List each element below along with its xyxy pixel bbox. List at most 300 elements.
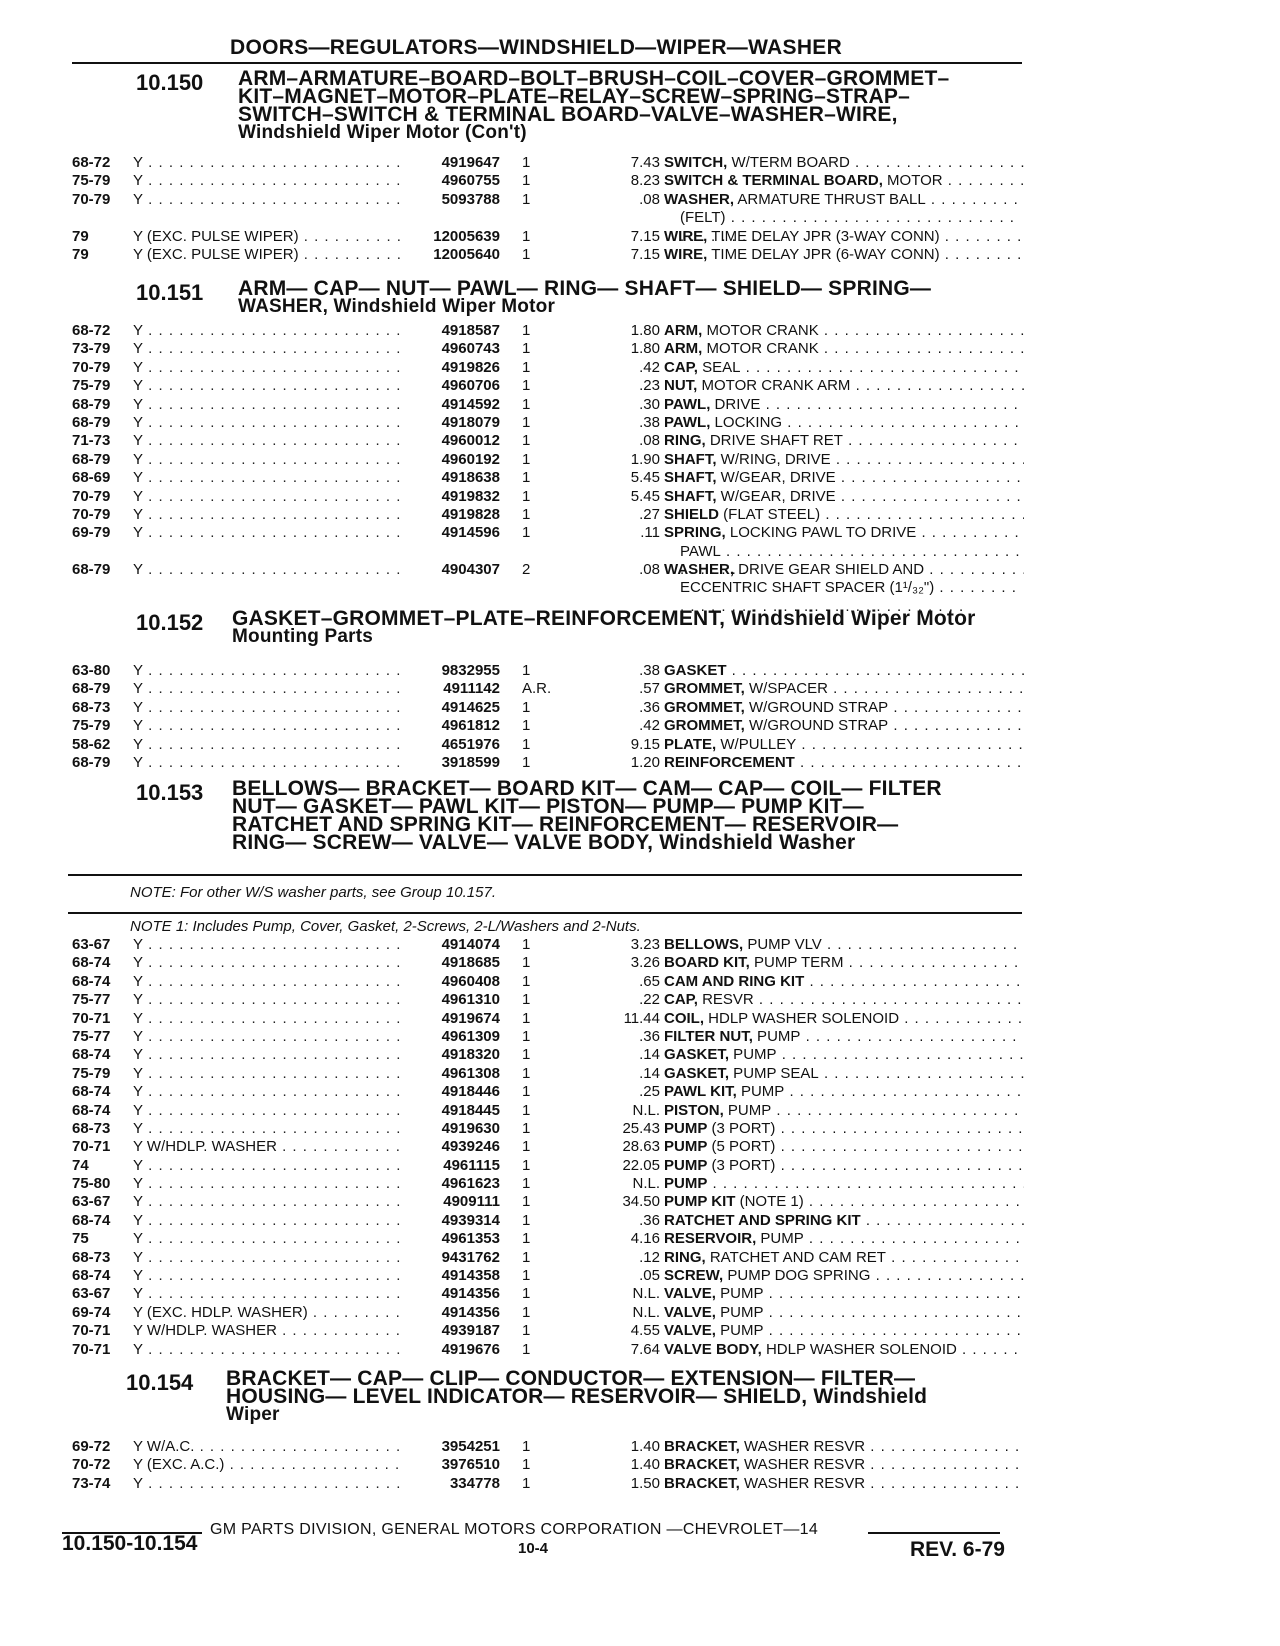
model-years: 75 xyxy=(72,1230,89,1248)
model-years: 73-74 xyxy=(72,1474,111,1492)
part-number: 4918079 xyxy=(441,413,500,431)
section-title-line: KIT–MAGNET–MOTOR–PLATE–RELAY–SCREW–SPRING–STRAP– xyxy=(238,85,911,108)
description-box xyxy=(664,1083,1024,1101)
model-years: 70-79 xyxy=(72,487,111,505)
parts-list xyxy=(0,154,1280,264)
model-years: 70-79 xyxy=(72,358,111,376)
usage-code: Y . . . xyxy=(133,414,403,431)
description-box xyxy=(664,954,1024,972)
model-years: 70-71 xyxy=(72,1340,111,1358)
usage-code-box xyxy=(133,991,403,1009)
model-years: 63-67 xyxy=(72,1285,111,1303)
description-detail: W/GROUND STRAP xyxy=(744,717,889,735)
price: 7.15 xyxy=(630,245,660,263)
part-number: 12005639 xyxy=(433,227,500,245)
section-title-line: RATCHET AND SPRING KIT— REINFORCEMENT— RESERVOIR— xyxy=(232,813,899,836)
usage-code-box xyxy=(133,1212,403,1230)
part-row xyxy=(0,1438,1280,1456)
description-box xyxy=(664,228,1024,246)
footer-page-number: 10-4 xyxy=(518,1540,549,1557)
part-row xyxy=(0,172,1280,190)
part-number: 4918587 xyxy=(441,322,500,339)
model-years: 74 xyxy=(72,1156,89,1174)
usage-code: Y W/HDLP. WASHER . . . xyxy=(133,1322,403,1339)
description-noun: PAWL, xyxy=(664,413,711,431)
model-years: 68-74 xyxy=(72,972,111,990)
quantity: 1 xyxy=(522,469,531,487)
description-box xyxy=(664,754,1024,772)
description-noun: PISTON, xyxy=(664,1101,724,1119)
description-detail: W/GROUND STRAP xyxy=(744,698,889,716)
description-noun: NUT, xyxy=(664,377,698,395)
section-title-line: HOUSING— LEVEL INDICATOR— RESERVOIR— SHIELD, Windshield xyxy=(226,1385,928,1408)
part-row xyxy=(0,154,1280,172)
price: .36 xyxy=(639,698,660,716)
usage-code: Y . . . xyxy=(133,1193,403,1210)
price: 4.55 xyxy=(630,1322,660,1340)
usage-code: Y . . . xyxy=(133,524,403,541)
usage-code: Y . . . xyxy=(133,1046,403,1063)
usage-code: Y . . . xyxy=(133,754,403,771)
model-years: 68-79 xyxy=(72,450,111,468)
description-box xyxy=(664,1285,1024,1303)
description-detail: MOTOR CRANK xyxy=(702,322,819,339)
description-box xyxy=(664,246,1024,264)
price: 7.15 xyxy=(630,227,660,245)
quantity: 1 xyxy=(522,1009,531,1027)
description-noun: SHAFT, xyxy=(664,469,717,487)
usage-code: Y . . . xyxy=(133,154,403,171)
usage-code-box xyxy=(133,973,403,991)
model-years: 63-67 xyxy=(72,1193,111,1211)
quantity: 1 xyxy=(522,662,531,679)
part-row xyxy=(0,1028,1280,1046)
description-box xyxy=(664,414,1024,432)
usage-code: Y . . . xyxy=(133,469,403,486)
quantity: 1 xyxy=(522,1340,531,1358)
description-box xyxy=(664,991,1024,1009)
part-number: 9431762 xyxy=(441,1248,500,1266)
section-title-line: NUT— GASKET— PAWL KIT— PISTON— PUMP— PUMP KIT— xyxy=(232,795,864,818)
description-detail: SEAL xyxy=(697,358,741,376)
model-years: 68-73 xyxy=(72,1119,111,1137)
part-row xyxy=(0,1120,1280,1138)
usage-code-box xyxy=(133,488,403,506)
description-detail: DRIVE xyxy=(710,395,761,413)
description-continuation xyxy=(0,579,1280,597)
price: 5.45 xyxy=(630,469,660,487)
section-subtitle: WASHER, Windshield Wiper Motor xyxy=(238,296,556,317)
quantity: 1 xyxy=(522,505,531,523)
price: N.L. xyxy=(632,1101,660,1119)
description-box xyxy=(664,1193,1024,1211)
footer-section-range: 10.150-10.154 xyxy=(62,1532,198,1555)
usage-code: Y . . . xyxy=(133,1341,403,1358)
quantity: 1 xyxy=(522,245,531,263)
part-number: 4918445 xyxy=(441,1101,500,1119)
quantity: 1 xyxy=(522,1456,531,1474)
price: 7.43 xyxy=(630,154,660,171)
description-box xyxy=(664,1046,1024,1064)
price: 34.50 xyxy=(622,1193,660,1211)
description-noun: CAP, xyxy=(664,358,698,376)
description-box xyxy=(664,1341,1024,1359)
description-detail: MOTOR xyxy=(882,172,943,190)
part-row xyxy=(0,1212,1280,1230)
price: .36 xyxy=(639,1027,660,1045)
part-row xyxy=(0,954,1280,972)
quantity: 1 xyxy=(522,1438,531,1455)
price: 1.80 xyxy=(630,340,660,358)
part-row xyxy=(0,414,1280,432)
usage-code-box xyxy=(133,936,403,954)
description-detail: HDLP WASHER SOLENOID xyxy=(704,1009,900,1027)
quantity: 1 xyxy=(522,1064,531,1082)
part-row xyxy=(0,359,1280,377)
description-box xyxy=(664,1322,1024,1340)
part-number: 5093788 xyxy=(441,190,500,208)
usage-code-box xyxy=(133,1475,403,1493)
part-number: 4918638 xyxy=(441,469,500,487)
description-box xyxy=(664,561,1024,579)
price: 5.45 xyxy=(630,487,660,505)
usage-code-box xyxy=(133,191,403,209)
quantity: 1 xyxy=(522,1303,531,1321)
price: .65 xyxy=(639,972,660,990)
part-number: 4960755 xyxy=(441,172,500,190)
quantity: 1 xyxy=(522,1248,531,1266)
part-row xyxy=(0,717,1280,735)
usage-code-box xyxy=(133,1120,403,1138)
quantity: 1 xyxy=(522,432,531,450)
description-continuation-text: (FELT) xyxy=(680,209,726,227)
description-noun: SHIELD xyxy=(664,505,720,523)
usage-code: Y . . . xyxy=(133,1157,403,1174)
description-box xyxy=(664,506,1024,524)
description-noun: FILTER NUT, xyxy=(664,1027,753,1045)
section-rule xyxy=(68,912,1022,914)
section-title xyxy=(232,777,1012,854)
description-noun: CAM AND RING KIT xyxy=(664,972,805,990)
description-detail: HDLP WASHER SOLENOID xyxy=(761,1340,957,1358)
parts-list xyxy=(0,662,1280,772)
usage-code: Y W/A.C. . . . xyxy=(133,1438,403,1455)
price: 8.23 xyxy=(630,172,660,190)
quantity: 1 xyxy=(522,322,531,339)
description-detail: LOCKING PAWL TO DRIVE xyxy=(725,524,917,542)
price: .08 xyxy=(639,561,660,579)
description-noun: PAWL, xyxy=(664,395,711,413)
section-number: 10.150 xyxy=(136,70,204,95)
model-years: 75-80 xyxy=(72,1175,111,1193)
price: .36 xyxy=(639,1211,660,1229)
part-row xyxy=(0,469,1280,487)
usage-code: Y . . . xyxy=(133,991,403,1008)
description-box xyxy=(664,377,1024,395)
description-continuation xyxy=(0,209,1280,227)
description-detail: W/GEAR, DRIVE xyxy=(716,487,836,505)
price: .22 xyxy=(639,991,660,1009)
description-detail: (3 PORT) xyxy=(707,1156,776,1174)
usage-code: Y (EXC. PULSE WIPER) . . . xyxy=(133,246,403,263)
quantity: 1 xyxy=(522,1322,531,1340)
model-years: 70-79 xyxy=(72,190,111,208)
description-noun: SWITCH, xyxy=(664,154,728,171)
usage-code: Y . . . xyxy=(133,1230,403,1247)
quantity: 1 xyxy=(522,735,531,753)
part-number: 4961115 xyxy=(443,1156,500,1174)
description-detail: PUMP TERM xyxy=(749,954,844,972)
description-noun: WASHER, xyxy=(664,190,735,208)
price: .23 xyxy=(639,377,660,395)
part-number: 4939246 xyxy=(441,1138,500,1156)
quantity: 1 xyxy=(522,524,531,542)
description-noun: GROMMET, xyxy=(664,680,745,698)
price: .12 xyxy=(639,1248,660,1266)
usage-code: Y . . . xyxy=(133,1083,403,1100)
description-detail: ARMATURE THRUST BALL xyxy=(734,190,926,208)
price: 1.40 xyxy=(630,1438,660,1455)
quantity: 1 xyxy=(522,395,531,413)
description-detail: W/SPACER xyxy=(744,680,828,698)
part-number: 4960743 xyxy=(441,340,500,358)
description-box xyxy=(664,322,1024,340)
part-row xyxy=(0,991,1280,1009)
quantity: 1 xyxy=(522,377,531,395)
description-noun: PUMP xyxy=(664,1156,708,1174)
description-box xyxy=(664,524,1024,542)
description-continuation-text: PAWL xyxy=(680,542,721,560)
description-detail: W/TERM BOARD xyxy=(727,154,850,171)
part-number: 4914592 xyxy=(441,395,500,413)
part-number: 3976510 xyxy=(441,1456,500,1474)
model-years: 58-62 xyxy=(72,735,111,753)
usage-code-box xyxy=(133,680,403,698)
model-years: 68-74 xyxy=(72,1046,111,1064)
price: .08 xyxy=(639,432,660,450)
part-number: 4961308 xyxy=(441,1064,500,1082)
description-noun: PUMP KIT xyxy=(664,1193,736,1211)
quantity: 1 xyxy=(522,1175,531,1193)
usage-code-box xyxy=(133,954,403,972)
section-title-line: SWITCH–SWITCH & TERMINAL BOARD–VALVE–WASHER–WIRE, xyxy=(238,103,898,126)
description-noun: BRACKET, xyxy=(664,1474,740,1492)
usage-code-box xyxy=(133,1341,403,1359)
usage-code-box xyxy=(133,1249,403,1267)
description-detail: (FLAT STEEL) xyxy=(719,505,821,523)
description-noun: PAWL KIT, xyxy=(664,1083,737,1101)
price: 1.80 xyxy=(630,322,660,339)
part-row xyxy=(0,662,1280,680)
description-box xyxy=(664,432,1024,450)
description-detail: (NOTE 1) xyxy=(735,1193,804,1211)
description-box xyxy=(664,340,1024,358)
price: 7.64 xyxy=(630,1340,660,1358)
price: .42 xyxy=(639,358,660,376)
description-noun: RING, xyxy=(664,432,706,450)
description-box xyxy=(664,717,1024,735)
part-number: 9832955 xyxy=(441,662,500,679)
part-number: 3954251 xyxy=(441,1438,500,1455)
model-years: 68-73 xyxy=(72,1248,111,1266)
part-row xyxy=(0,1285,1280,1303)
part-row xyxy=(0,699,1280,717)
usage-code: Y . . . xyxy=(133,1102,403,1119)
price: N.L. xyxy=(632,1303,660,1321)
part-row xyxy=(0,1230,1280,1248)
description-noun: PUMP xyxy=(664,1119,708,1137)
description-detail: W/GEAR, DRIVE xyxy=(716,469,836,487)
section-title-line: ARM–ARMATURE–BOARD–BOLT–BRUSH–COIL–COVER–GROMMET– xyxy=(238,67,950,90)
part-number: 4918320 xyxy=(441,1046,500,1064)
part-row xyxy=(0,1083,1280,1101)
model-years: 75-79 xyxy=(72,717,111,735)
description-noun: ARM, xyxy=(664,340,703,358)
quantity: 1 xyxy=(522,1474,531,1492)
description-noun: GROMMET, xyxy=(664,698,745,716)
part-number: 4911142 xyxy=(443,680,500,698)
description-detail: WASHER RESVR xyxy=(739,1474,866,1492)
description-box xyxy=(664,1438,1024,1456)
description-noun: PUMP xyxy=(664,1175,708,1193)
description-box xyxy=(664,172,1024,190)
description-box xyxy=(664,699,1024,717)
part-row xyxy=(0,1475,1280,1493)
quantity: 1 xyxy=(522,1285,531,1303)
usage-code-box xyxy=(133,1175,403,1193)
usage-code-box xyxy=(133,451,403,469)
description-noun: VALVE, xyxy=(664,1322,716,1340)
model-years: 75-79 xyxy=(72,1064,111,1082)
part-row xyxy=(0,1193,1280,1211)
description-noun: BRACKET, xyxy=(664,1456,740,1474)
part-row xyxy=(0,506,1280,524)
usage-code: Y . . . xyxy=(133,432,403,449)
usage-code-box xyxy=(133,561,403,579)
part-number: 4960706 xyxy=(441,377,500,395)
section-number: 10.153 xyxy=(136,780,204,805)
description-noun: GASKET, xyxy=(664,1064,730,1082)
part-number: 4919647 xyxy=(441,154,500,171)
description-detail: DRIVE GEAR SHIELD AND xyxy=(734,561,925,579)
part-number: 4919674 xyxy=(441,1009,500,1027)
part-row xyxy=(0,1065,1280,1083)
part-number: 4919826 xyxy=(441,358,500,376)
part-row xyxy=(0,1102,1280,1120)
model-years: 69-72 xyxy=(72,1438,111,1455)
part-row xyxy=(0,228,1280,246)
description-noun: GASKET, xyxy=(664,1046,730,1064)
model-years: 79 xyxy=(72,227,89,245)
usage-code-box xyxy=(133,506,403,524)
section-title xyxy=(232,607,1012,647)
description-box xyxy=(664,1267,1024,1285)
usage-code: Y . . . xyxy=(133,506,403,523)
part-row xyxy=(0,1010,1280,1028)
section-title-line: BELLOWS— BRACKET— BOARD KIT— CAM— CAP— COIL— FILTER xyxy=(232,777,942,800)
model-years: 70-71 xyxy=(72,1009,111,1027)
model-years: 68-79 xyxy=(72,395,111,413)
price: .57 xyxy=(639,680,660,698)
description-detail: WASHER RESVR xyxy=(739,1456,866,1474)
part-number: 12005640 xyxy=(433,245,500,263)
section-subtitle: Mounting Parts xyxy=(232,626,374,647)
usage-code: Y . . . xyxy=(133,1120,403,1137)
price: 3.26 xyxy=(630,954,660,972)
usage-code: Y . . . xyxy=(133,191,403,208)
usage-code: Y . . . xyxy=(133,377,403,394)
part-number: 4961353 xyxy=(441,1230,500,1248)
usage-code-box xyxy=(133,1157,403,1175)
price: 3.23 xyxy=(630,936,660,953)
usage-code: Y W/HDLP. WASHER . . . xyxy=(133,1138,403,1155)
description-detail: DRIVE SHAFT RET xyxy=(705,432,843,450)
description-continuation-text: ECCENTRIC SHAFT SPACER (1¹/₃₂") xyxy=(680,579,935,597)
price: .25 xyxy=(639,1083,660,1101)
usage-code-box xyxy=(133,1065,403,1083)
model-years: 75-77 xyxy=(72,991,111,1009)
model-years: 68-74 xyxy=(72,1101,111,1119)
usage-code-box xyxy=(133,228,403,246)
description-noun: SHAFT, xyxy=(664,487,717,505)
part-row xyxy=(0,1175,1280,1193)
parts-list xyxy=(0,936,1280,1359)
price: 11.44 xyxy=(623,1009,660,1027)
description-detail: MOTOR CRANK ARM xyxy=(697,377,851,395)
description-noun: PLATE, xyxy=(664,735,717,753)
description-noun: GROMMET, xyxy=(664,717,745,735)
price: .05 xyxy=(639,1267,660,1285)
description-box xyxy=(664,359,1024,377)
part-number: 4960192 xyxy=(441,450,500,468)
quantity: 1 xyxy=(522,1027,531,1045)
part-row xyxy=(0,973,1280,991)
description-detail: PUMP VLV xyxy=(743,936,822,953)
description-detail: (3 PORT) xyxy=(707,1119,776,1137)
price: 1.50 xyxy=(630,1474,660,1492)
quantity: 1 xyxy=(522,936,531,953)
usage-code-box xyxy=(133,246,403,264)
quantity: 1 xyxy=(522,972,531,990)
description-box xyxy=(664,973,1024,991)
part-number: 4961623 xyxy=(441,1175,500,1193)
part-number: 4914596 xyxy=(441,524,500,542)
usage-code-box xyxy=(133,172,403,190)
description-box xyxy=(664,1230,1024,1248)
model-years: 68-79 xyxy=(72,680,111,698)
usage-code: Y . . . xyxy=(133,936,403,953)
usage-code-box xyxy=(133,432,403,450)
description-detail: W/RING, DRIVE xyxy=(716,450,831,468)
description-noun: SPRING, xyxy=(664,524,726,542)
part-number: 4961812 xyxy=(441,717,500,735)
section-subtitle: Windshield Wiper Motor (Con't) xyxy=(238,122,527,143)
part-row xyxy=(0,1157,1280,1175)
description-noun: COIL, xyxy=(664,1009,704,1027)
usage-code: Y . . . xyxy=(133,736,403,753)
price: .27 xyxy=(639,505,660,523)
part-row xyxy=(0,340,1280,358)
price: .42 xyxy=(639,717,660,735)
part-row xyxy=(0,1456,1280,1474)
model-years: 73-79 xyxy=(72,340,111,358)
price: .30 xyxy=(639,395,660,413)
price: 28.63 xyxy=(622,1138,660,1156)
footer-publisher: GM PARTS DIVISION, GENERAL MOTORS CORPORATION —CHEVROLET—14 xyxy=(210,1521,819,1538)
section-subtitle: Wiper xyxy=(226,1404,280,1425)
description-box xyxy=(664,1175,1024,1193)
quantity: 1 xyxy=(522,1267,531,1285)
